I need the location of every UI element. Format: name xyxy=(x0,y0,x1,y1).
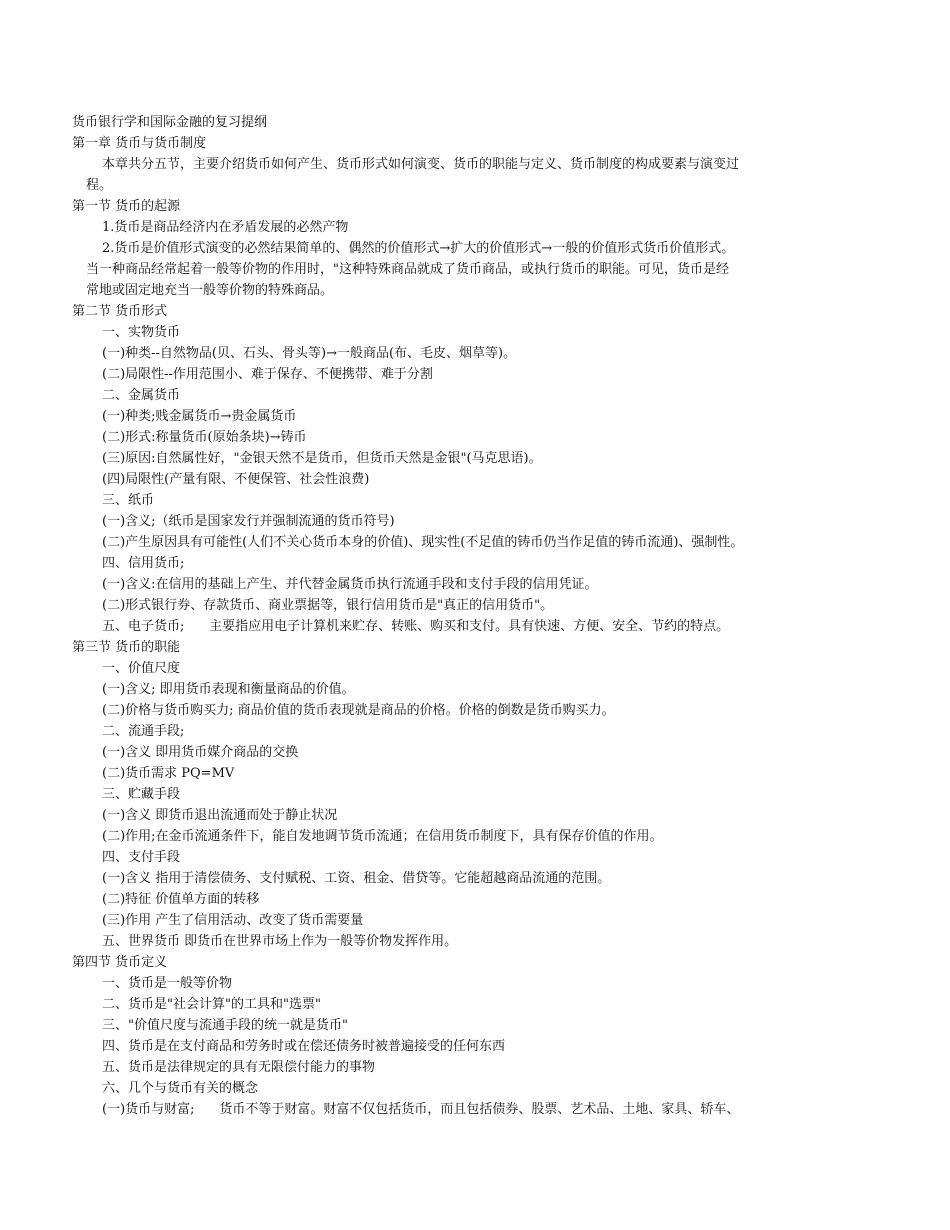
list-item: (三)作用 产生了信用活动、改变了货币需要量 xyxy=(102,913,364,928)
subheading-line: 四、货币是在支付商品和劳务时或在偿还债务时被普遍接受的任何东西 xyxy=(102,1039,506,1054)
paragraph-line: 本章共分五节，主要介绍货币如何产生、货币形式如何演变、货币的职能与定义、货币制度的构成要素与演变过 xyxy=(102,157,740,172)
list-item: (三)原因:自然属性好，"金银天然不是货币，但货币天然是金银"(马克思语)。 xyxy=(102,451,542,466)
subheading-line: 二、流通手段; xyxy=(102,724,185,739)
list-item: (四)局限性(产量有限、不便保管、社会性浪费) xyxy=(102,472,370,487)
list-item: (一)含义; 即用货币表现和衡量商品的价值。 xyxy=(102,682,355,697)
list-item: (一)货币与财富; 货币不等于财富。财富不仅包括货币，而且包括债券、股票、艺术品、土地、家具、轿车、 xyxy=(102,1102,740,1117)
list-item: (一)含义:在信用的基础上产生、并代替金属货币执行流通手段和支付手段的信用凭证。 xyxy=(102,577,598,592)
paragraph-line: 1.货币是商品经济内在矛盾发展的必然产物 xyxy=(102,220,349,235)
paragraph-line: 程。 xyxy=(86,178,113,193)
section-heading: 第二节 货币形式 xyxy=(72,304,168,319)
list-item: (一)种类;贱金属货币→贵金属货币 xyxy=(102,409,297,424)
section-heading: 第三节 货币的职能 xyxy=(72,640,181,655)
list-item: (一)含义;（纸币是国家发行并强制流通的货币符号) xyxy=(102,514,395,529)
list-item: (二)价格与货币购买力; 商品价值的货币表现就是商品的价格。价格的倒数是货币购买力。 xyxy=(102,703,615,718)
list-item: (二)特征 价值单方面的转移 xyxy=(102,892,260,907)
list-item: (二)局限性--作用范围小、难于保存、不便携带、难于分割 xyxy=(102,367,433,382)
list-item: (二)货币需求 PQ=MV xyxy=(102,766,235,781)
subheading-line: 六、几个与货币有关的概念 xyxy=(102,1081,259,1096)
paragraph-line: 当一种商品经常起着一般等价物的作用时，"这种特殊商品就成了货币商品，或执行货币的职能。可见，货币是经 xyxy=(86,262,729,277)
subheading-line: 三、纸币 xyxy=(102,493,155,508)
paragraph-line: 常地或固定地充当一般等价物的特殊商品。 xyxy=(86,283,334,298)
list-item: (二)作用;在金币流通条件下，能自发地调节货币流通；在信用货币制度下，具有保存价值的作用。 xyxy=(102,829,663,844)
subheading-line: 一、实物货币 xyxy=(102,325,181,340)
subheading-line: 五、电子货币; 主要指应用电子计算机来贮存、转账、购买和支付。具有快速、方便、安全、节约的特点。 xyxy=(102,619,730,634)
list-item: (一)含义 即用货币媒介商品的交换 xyxy=(102,745,299,760)
subheading-line: 二、货币是"社会计算"的工具和"选票" xyxy=(102,997,321,1012)
document-body xyxy=(72,112,872,1120)
section-heading: 第一节 货币的起源 xyxy=(72,199,181,214)
subheading-line: 三、"价值尺度与流通手段的统一就是货币" xyxy=(102,1018,348,1033)
subheading-line: 四、信用货币; xyxy=(102,556,185,571)
list-item: (一)含义 即货币退出流通而处于静止状况 xyxy=(102,808,338,823)
subheading-line: 五、货币是法律规定的具有无限偿付能力的事物 xyxy=(102,1060,376,1075)
subheading-line: 一、货币是一般等价物 xyxy=(102,976,233,991)
paragraph-line: 2.货币是价值形式演变的必然结果简单的、偶然的价值形式→扩大的价值形式→一般的价值形式货币价值形式。 xyxy=(102,241,735,256)
subheading-line: 五、世界货币 即货币在世界市场上作为一般等价物发挥作用。 xyxy=(102,934,458,949)
chapter-heading: 第一章 货币与货币制度 xyxy=(72,136,207,151)
section-heading: 第四节 货币定义 xyxy=(72,955,168,970)
subheading-line: 四、支付手段 xyxy=(102,850,181,865)
list-item: (二)形式银行券、存款货币、商业票据等，银行信用货币是"真正的信用货币"。 xyxy=(102,598,554,613)
subheading-line: 二、金属货币 xyxy=(102,388,181,403)
list-item: (一)种类--自然物品(贝、石头、骨头等)→一般商品(布、毛皮、烟草等)。 xyxy=(102,346,517,361)
subheading-line: 三、贮藏手段 xyxy=(102,787,181,802)
list-item: (二)形式:称量货币(原始条块)→铸币 xyxy=(102,430,307,445)
document-title: 货币银行学和国际金融的复习提纲 xyxy=(72,115,268,130)
list-item: (二)产生原因具有可能性(人们不关心货币本身的价值)、现实性(不足值的铸币仍当作足值的铸币流通)、强制性。 xyxy=(102,535,744,550)
list-item: (一)含义 指用于清偿债务、支付赋税、工资、租金、借贷等。它能超越商品流通的范围。 xyxy=(102,871,611,886)
subheading-line: 一、价值尺度 xyxy=(102,661,181,676)
